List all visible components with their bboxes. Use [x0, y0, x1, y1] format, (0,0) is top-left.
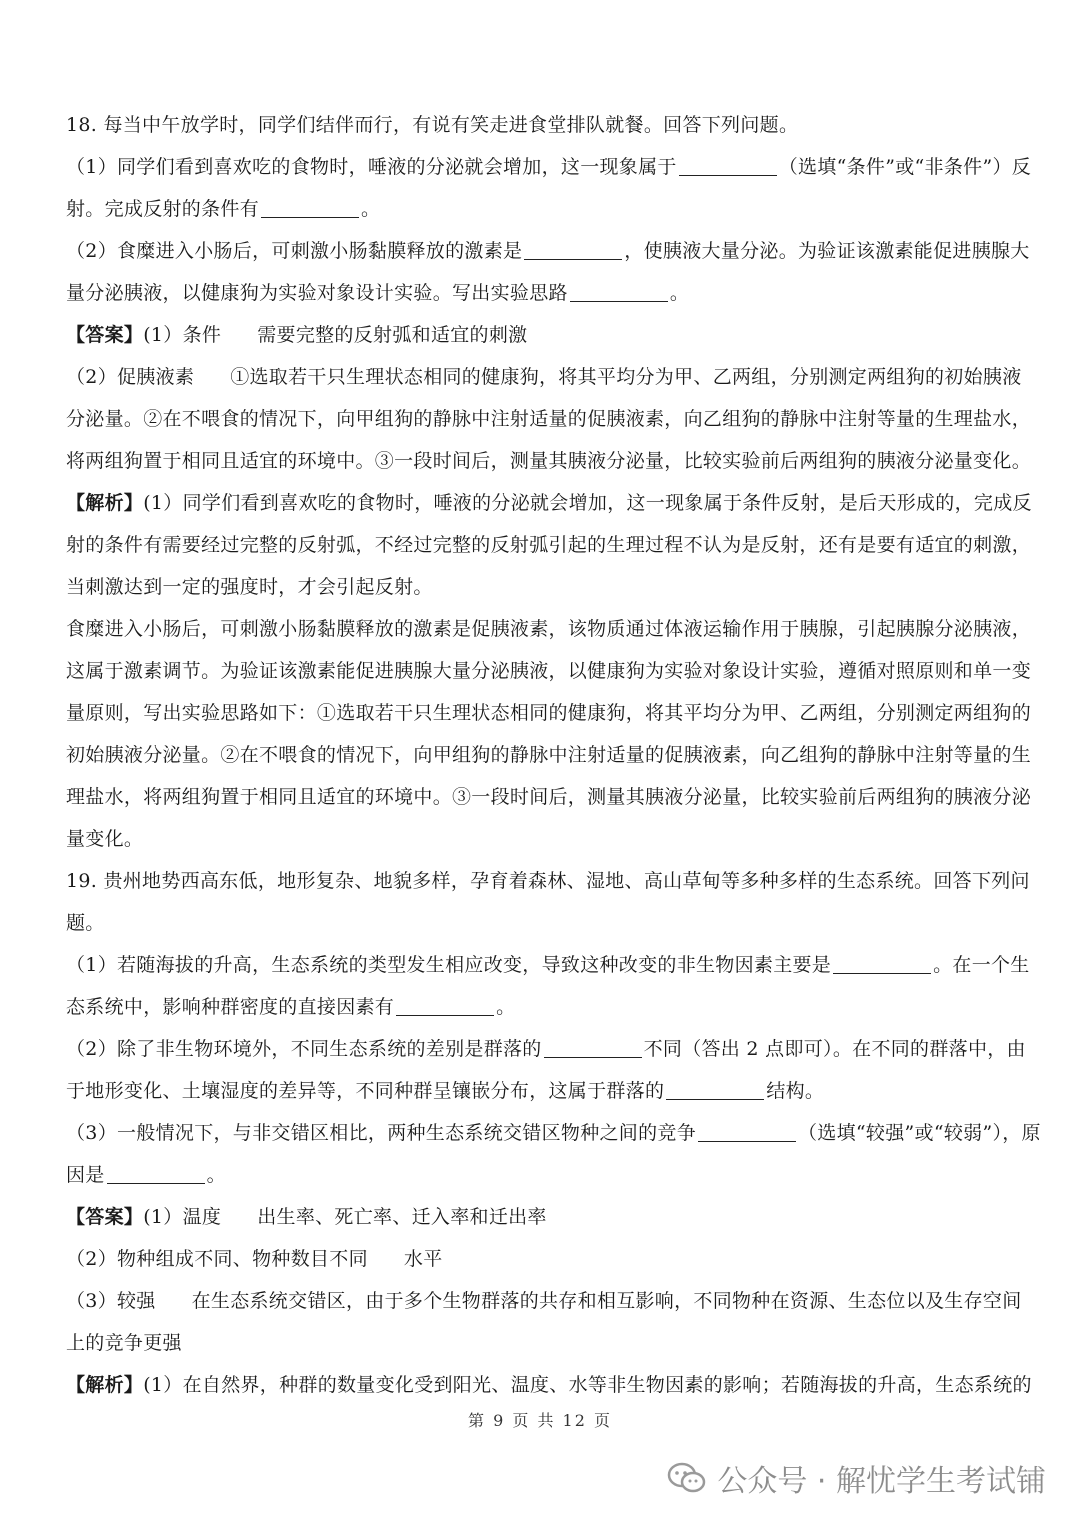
answer-blank — [261, 191, 359, 218]
q18-part2-line1: （2）食糜进入小肠后，可刺激小肠黏膜释放的激素是 ，使胰液大量分泌。为验证该激素能促进胰腺大 — [66, 230, 1016, 272]
answer-blank — [698, 1115, 796, 1142]
answer-blank — [107, 1157, 205, 1184]
page-content — [66, 104, 1041, 1406]
q18-stem: 18. 每当中午放学时，同学们结伴而行，有说有笑走进食堂排队就餐。回答下列问题。 — [66, 114, 799, 136]
answer-blank — [544, 1031, 642, 1058]
wechat-icon — [667, 1461, 707, 1495]
answer-label: 【答案】 — [66, 1206, 144, 1228]
q18-analysis-line6: 量原则，写出实验思路如下：①选取若干只生理状态相同的健康狗，将其平均分为甲、乙两组，分别测定两组狗的 — [66, 702, 1032, 724]
q18-part2-line2: 量分泌胰液，以健康狗为实验对象设计实验。写出实验思路 。 — [66, 272, 1016, 314]
q19-answer-line1: 【答案】(1）温度 出生率、死亡率、迁入率和迁出率 — [66, 1206, 547, 1228]
answer-blank — [679, 149, 777, 176]
q18-analysis-line4: 食糜进入小肠后，可刺激小肠黏膜释放的激素是促胰液素，该物质通过体液运输作用于胰腺，引起胰腺分泌胰液， — [66, 618, 1032, 640]
answer-blank — [833, 947, 931, 974]
watermark-text: 公众号 · 解忧学生考试铺 — [717, 1464, 1046, 1499]
q18-analysis-line1: 【解析】(1）同学们看到喜欢吃的食物时，唾液的分泌就会增加，这一现象属于条件反射，是后天形成的，完成反 — [66, 492, 1032, 514]
answer-blank — [396, 989, 494, 1016]
q19-answer-line4: 上的竞争更强 — [66, 1332, 182, 1354]
q19-stem-line1: 19. 贵州地势西高东低，地形复杂、地貌多样，孕育着森林、湿地、高山草甸等多种多样的生态系统。回答下列问 — [66, 870, 1030, 892]
q18-analysis-line7: 初始胰液分泌量。②在不喂食的情况下，向甲组狗的静脉中注射适量的促胰液素，向乙组狗的静脉中注射等量的生 — [66, 744, 1032, 766]
q19-stem-line2: 题。 — [66, 912, 105, 934]
q19-part1-line2: 态系统中，影响种群密度的直接因素有 。 — [66, 986, 1016, 1028]
q18-answer-line2: （2）促胰液素 ①选取若干只生理状态相同的健康狗，将其平均分为甲、乙两组，分别测定两组狗的初始胰液 — [66, 366, 1022, 388]
q19-answer-line2: （2）物种组成不同、物种数目不同 水平 — [66, 1248, 443, 1270]
answer-blank — [524, 233, 622, 260]
page-number: 第 9 页 共 12 页 — [468, 1411, 612, 1430]
q19-part1-line1: （1）若随海拔的升高，生态系统的类型发生相应改变，导致这种改变的非生物因素主要是 。在一个生 — [66, 944, 1016, 986]
q18-answer-line1: 【答案】(1）条件 需要完整的反射弧和适宜的刺激 — [66, 324, 528, 346]
analysis-label: 【解析】 — [66, 492, 144, 514]
q19-part2-line2: 于地形变化、土壤湿度的差异等，不同种群呈镶嵌分布，这属于群落的 结构。 — [66, 1070, 1016, 1112]
q18-answer-line3: 分泌量。②在不喂食的情况下，向甲组狗的静脉中注射适量的促胰液素，向乙组狗的静脉中注射等量的生理盐水， — [66, 408, 1032, 430]
q19-part3-line2: 因是 。 — [66, 1154, 1016, 1196]
q18-answer-line4: 将两组狗置于相同且适宜的环境中。③一段时间后，测量其胰液分泌量，比较实验前后两组狗的胰液分泌量变化。 — [66, 450, 1032, 472]
q18-analysis-line3: 当刺激达到一定的强度时，才会引起反射。 — [66, 576, 433, 598]
q19-answer-line3: （3）较强 在生态系统交错区，由于多个生物群落的共存和相互影响，不同物种在资源、生态位以及生存空间 — [66, 1290, 1022, 1312]
q18-analysis-line8: 理盐水，将两组狗置于相同且适宜的环境中。③一段时间后，测量其胰液分泌量，比较实验前后两组狗的胰液分泌 — [66, 786, 1032, 808]
q19-analysis-line1: 【解析】(1）在自然界，种群的数量变化受到阳光、温度、水等非生物因素的影响；若随海拔的升高，生态系统的 — [66, 1374, 1032, 1396]
q19-part2-line1: （2）除了非生物环境外，不同生态系统的差别是群落的 不同（答出 2 点即可）。在不同的群落中，由 — [66, 1028, 1016, 1070]
answer-label: 【答案】 — [66, 324, 144, 346]
q18-analysis-line2: 射的条件有需要经过完整的反射弧，不经过完整的反射弧引起的生理过程不认为是反射，还有是要有适宜的刺激， — [66, 534, 1032, 556]
q18-part1-line2: 射。完成反射的条件有 。 — [66, 188, 1016, 230]
q18-part1-line1: （1）同学们看到喜欢吃的食物时，唾液的分泌就会增加，这一现象属于 （选填“条件”或“非条件”）反 — [66, 146, 1016, 188]
answer-blank — [570, 275, 668, 302]
q19-part3-line1: （3）一般情况下，与非交错区相比，两种生态系统交错区物种之间的竞争 （选填“较强”或“较弱”），原 — [66, 1112, 1016, 1154]
q18-analysis-line9: 量变化。 — [66, 828, 144, 850]
analysis-label: 【解析】 — [66, 1374, 144, 1396]
wechat-watermark — [667, 1456, 1046, 1500]
q18-analysis-line5: 这属于激素调节。为验证该激素能促进胰腺大量分泌胰液，以健康狗为实验对象设计实验，遵循对照原则和单一变 — [66, 660, 1032, 682]
answer-blank — [666, 1073, 764, 1100]
